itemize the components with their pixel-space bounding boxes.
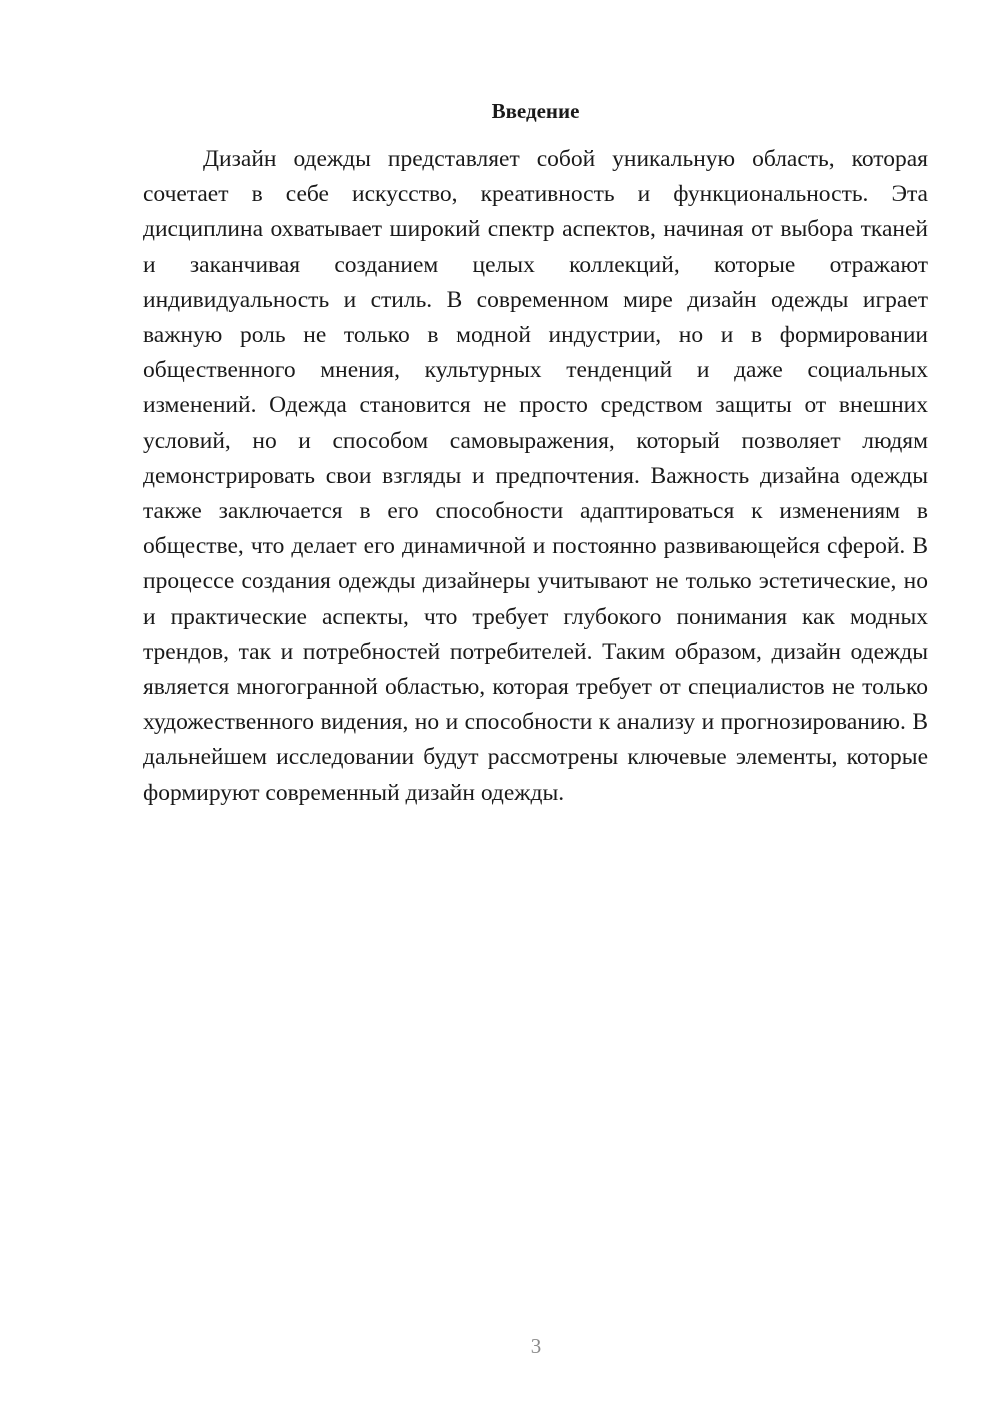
introduction-paragraph: Дизайн одежды представляет собой уникальную область, которая сочетает в себе искусство, креативность и функциональность. Эта дисциплина охватывает широкий спектр аспектов, начиная от выбора тканей и заканчивая созданием целых коллекций, которые отражают индивидуальность и стиль. В современном мире дизайн одежды играет важную роль не только в модной индустрии, но и в формировании общественного мнения, культурных тенденций и даже социальных изменений. Одежда становится не просто средством защиты от внешних условий, но и способом самовыражения, который позволяет людям демонстрировать свои взгляды и предпочтения. Важность дизайна одежды также заключается в его способности адаптироваться к изменениям в обществе, что делает его динамичной и постоянно развивающейся сферой. В процессе создания одежды дизайнеры учитывают не только эстетические, но и практические аспекты, что требует глубокого понимания как модных трендов, так и потребностей потребителей. Таким образом, дизайн одежды является многогранной областью, которая требует от специалистов не только художественного видения, но и способности к анализу и прогнозированию. В дальнейшем исследовании будут рассмотрены ключевые элементы, которые формируют современный дизайн одежды. bbox=[143, 146, 928, 806]
page-number: 3 bbox=[530, 1334, 542, 1358]
section-heading: Введение bbox=[491, 99, 580, 123]
